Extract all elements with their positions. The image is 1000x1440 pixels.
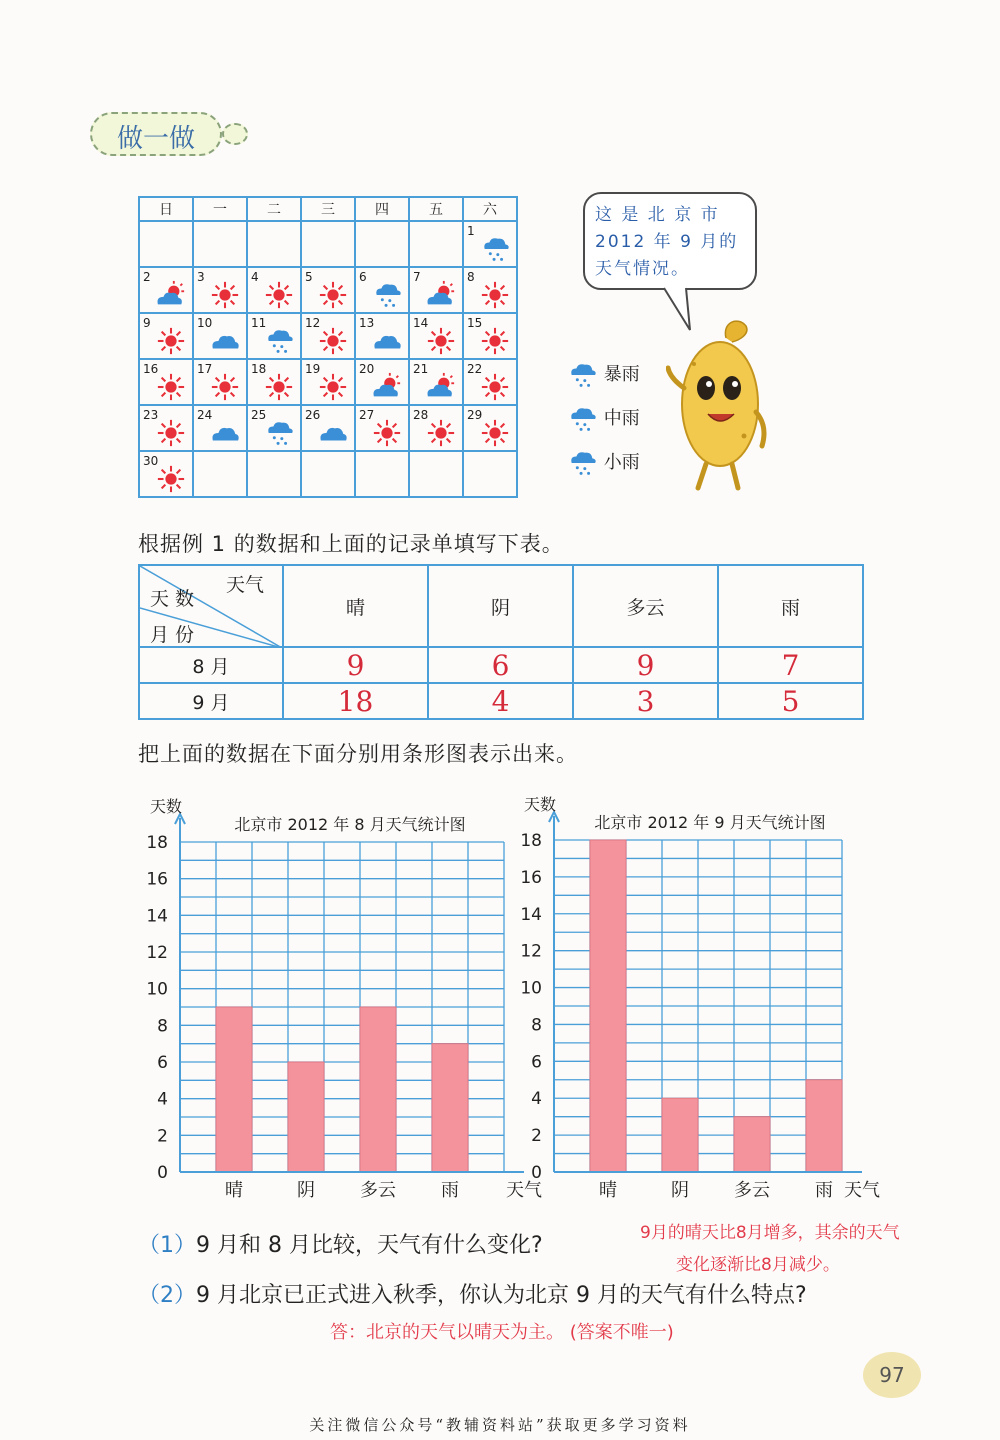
- x-tick-label: 阴: [671, 1180, 689, 1201]
- y-tick-label: 4: [531, 1089, 542, 1110]
- weather-calendar: [138, 196, 518, 498]
- day-number: 26: [305, 408, 321, 422]
- section-badge: [90, 112, 222, 156]
- col-header: 多云: [573, 565, 718, 647]
- weekday-label: 日: [139, 197, 193, 221]
- calendar-day: [139, 359, 193, 405]
- y-tick-label: 18: [520, 831, 542, 851]
- calendar-day: [139, 267, 193, 313]
- x-axis-label: 天气: [506, 1180, 542, 1201]
- bubble-line-3: 天气情况。: [595, 259, 690, 279]
- y-tick-label: 14: [520, 904, 542, 925]
- calendar-day: [463, 359, 517, 405]
- day-number: 22: [467, 362, 483, 376]
- sun-weather-icon: [478, 372, 512, 402]
- calendar-day: [247, 451, 301, 497]
- col-header: 晴: [283, 565, 428, 647]
- calendar-day: [409, 267, 463, 313]
- calendar-week-row: [139, 405, 517, 451]
- cloud-weather-icon: [208, 326, 242, 356]
- calendar-week-row: [139, 451, 517, 497]
- calendar-day: [355, 405, 409, 451]
- x-axis-label: 天气: [844, 1180, 880, 1201]
- weekday-label: 五: [409, 197, 463, 221]
- corner-days: 天 数: [150, 588, 195, 610]
- day-number: 20: [359, 362, 375, 376]
- calendar-day: [193, 451, 247, 497]
- y-tick-label: 8: [157, 1016, 168, 1037]
- sun-weather-icon: [424, 418, 458, 448]
- y-tick-label: 6: [157, 1053, 168, 1073]
- y-tick-label: 8: [531, 1015, 542, 1036]
- question-1-number: （1）: [138, 1233, 196, 1258]
- day-number: 17: [197, 362, 213, 376]
- calendar-day: [355, 267, 409, 313]
- calendar-day: [409, 313, 463, 359]
- sun-weather-icon: [370, 418, 404, 448]
- day-number: 11: [251, 316, 267, 330]
- legend-label: 中雨: [603, 408, 640, 429]
- heavy-rain-icon: [566, 360, 598, 390]
- calendar-week-row: [139, 313, 517, 359]
- day-number: 5: [305, 270, 313, 284]
- day-number: 16: [143, 362, 159, 376]
- day-number: 15: [467, 316, 483, 330]
- weekday-label: 一: [193, 197, 247, 221]
- instruction-1: 根据例 1 的数据和上面的记录单填写下表。: [138, 532, 564, 556]
- day-number: 29: [467, 408, 483, 422]
- weekday-label: 三: [301, 197, 355, 221]
- instruction-2: 把上面的数据在下面分别用条形图表示出来。: [138, 742, 578, 766]
- rain-weather-icon: [262, 326, 296, 356]
- question-1: [138, 1228, 543, 1259]
- cloud-weather-icon: [316, 418, 350, 448]
- sun-weather-icon: [316, 326, 350, 356]
- y-tick-label: 10: [520, 978, 542, 999]
- answer-2: 答：北京的天气以晴天为主。 (答案不唯一): [330, 1322, 674, 1343]
- legend-item: [566, 360, 640, 390]
- partly-weather-icon: [154, 280, 188, 310]
- answer-1-line-1: 9月的晴天比8月增多，其余的天气: [640, 1223, 900, 1243]
- calendar-day: [463, 405, 517, 451]
- chart-title: 北京市 2012 年 9 月天气统计图: [594, 813, 826, 832]
- y-axis-label: 天数: [150, 797, 183, 816]
- rain-weather-icon: [370, 280, 404, 310]
- day-number: 7: [413, 270, 421, 284]
- y-axis-label: 天数: [524, 795, 557, 814]
- calendar-day: [139, 451, 193, 497]
- sun-weather-icon: [424, 326, 458, 356]
- august-bar-chart: [128, 788, 548, 1208]
- calendar-day: [301, 221, 355, 267]
- y-tick-label: 2: [531, 1126, 542, 1147]
- partly-weather-icon: [424, 372, 458, 402]
- x-tick-label: 雨: [441, 1180, 459, 1201]
- day-number: 9: [143, 316, 151, 330]
- x-tick-label: 阴: [297, 1180, 315, 1201]
- row-label: 9 月: [139, 683, 283, 719]
- y-tick-label: 4: [157, 1089, 168, 1110]
- calendar-day: [463, 313, 517, 359]
- y-tick-label: 10: [146, 979, 168, 1000]
- speech-bubble: [583, 192, 757, 290]
- calendar-day: [301, 359, 355, 405]
- y-tick-label: 16: [146, 869, 168, 890]
- legend-label: 暴雨: [603, 364, 640, 385]
- calendar-day: [463, 451, 517, 497]
- sun-weather-icon: [154, 372, 188, 402]
- day-number: 10: [197, 316, 213, 330]
- page-number: 97: [863, 1352, 921, 1398]
- bar: [432, 1044, 468, 1172]
- bar: [662, 1098, 698, 1172]
- weekday-label: 二: [247, 197, 301, 221]
- day-number: 19: [305, 362, 321, 376]
- day-number: 18: [251, 362, 267, 376]
- sun-weather-icon: [208, 372, 242, 402]
- calendar-day: [355, 359, 409, 405]
- bar: [360, 1007, 396, 1172]
- calendar-day: [301, 267, 355, 313]
- value-cell: 5: [718, 683, 863, 719]
- calendar-day: [247, 267, 301, 313]
- weather-days-table: [138, 564, 864, 720]
- calendar-day: [355, 451, 409, 497]
- calendar-day: [139, 221, 193, 267]
- light-rain-icon: [566, 448, 598, 478]
- calendar-day: [409, 405, 463, 451]
- partly-weather-icon: [424, 280, 458, 310]
- day-number: 6: [359, 270, 367, 284]
- corner-month: 月 份: [150, 624, 195, 646]
- sun-weather-icon: [478, 326, 512, 356]
- calendar-day: [193, 267, 247, 313]
- bubble-line-1: 这 是 北 京 市: [595, 205, 720, 225]
- calendar-day: [193, 405, 247, 451]
- value-cell: 4: [428, 683, 573, 719]
- september-bar-chart: [520, 788, 940, 1208]
- y-tick-label: 12: [520, 941, 542, 962]
- legend-item: [566, 448, 640, 478]
- answer-1-line-2: 变化逐渐比8月减少。: [676, 1255, 840, 1275]
- y-tick-label: 6: [531, 1052, 542, 1073]
- potato-mascot-icon: [666, 316, 776, 496]
- bar: [590, 840, 626, 1172]
- calendar-day: [301, 313, 355, 359]
- day-number: 3: [197, 270, 205, 284]
- sun-weather-icon: [262, 372, 296, 402]
- cloud-weather-icon: [370, 326, 404, 356]
- calendar-day: [463, 267, 517, 313]
- y-tick-label: 0: [531, 1163, 542, 1183]
- day-number: 30: [143, 454, 159, 468]
- col-header: 雨: [718, 565, 863, 647]
- sun-weather-icon: [154, 464, 188, 494]
- calendar-day: [139, 313, 193, 359]
- calendar-day: [409, 359, 463, 405]
- question-2-text: 9 月北京已正式进入秋季，你认为北京 9 月的天气有什么特点?: [196, 1283, 807, 1308]
- day-number: 8: [467, 270, 475, 284]
- day-number: 28: [413, 408, 429, 422]
- calendar-day: [139, 405, 193, 451]
- calendar-day: [247, 359, 301, 405]
- day-number: 14: [413, 316, 429, 330]
- row-label: 8 月: [139, 647, 283, 683]
- sun-weather-icon: [478, 280, 512, 310]
- y-tick-label: 18: [146, 833, 168, 853]
- y-tick-label: 16: [520, 867, 542, 888]
- day-number: 27: [359, 408, 375, 422]
- day-number: 12: [305, 316, 321, 330]
- day-number: 25: [251, 408, 267, 422]
- x-tick-label: 雨: [815, 1180, 833, 1201]
- calendar-day: [247, 313, 301, 359]
- calendar-day: [301, 405, 355, 451]
- y-tick-label: 14: [146, 906, 168, 927]
- bar: [806, 1080, 842, 1172]
- bar: [734, 1117, 770, 1172]
- calendar-day: [409, 221, 463, 267]
- day-number: 4: [251, 270, 259, 284]
- calendar-week-row: [139, 359, 517, 405]
- footer-note: 关注微信公众号“教辅资料站”获取更多学习资料: [309, 1416, 691, 1434]
- calendar-day: [355, 221, 409, 267]
- day-number: 13: [359, 316, 375, 330]
- rain-weather-icon: [478, 234, 512, 264]
- value-cell: 18: [283, 683, 428, 719]
- section-badge-label: 做一做: [116, 124, 195, 154]
- value-cell: 7: [718, 647, 863, 683]
- question-2-number: （2）: [138, 1283, 196, 1308]
- calendar-day: [355, 313, 409, 359]
- calendar-day: [247, 405, 301, 451]
- sun-weather-icon: [478, 418, 512, 448]
- corner-weather: 天气: [225, 574, 264, 596]
- x-tick-label: 晴: [225, 1180, 243, 1201]
- x-tick-label: 多云: [360, 1180, 396, 1201]
- calendar-day: [301, 451, 355, 497]
- legend-item: [566, 404, 640, 434]
- bar: [216, 1007, 252, 1172]
- x-tick-label: 晴: [599, 1180, 617, 1201]
- weekday-label: 六: [463, 197, 517, 221]
- value-cell: 3: [573, 683, 718, 719]
- sun-weather-icon: [208, 280, 242, 310]
- y-tick-label: 2: [157, 1126, 168, 1147]
- col-header: 阴: [428, 565, 573, 647]
- partly-weather-icon: [370, 372, 404, 402]
- question-2: [138, 1278, 807, 1309]
- chart-title: 北京市 2012 年 8 月天气统计图: [234, 815, 466, 834]
- sun-weather-icon: [316, 372, 350, 402]
- value-cell: 6: [428, 647, 573, 683]
- value-cell: 9: [573, 647, 718, 683]
- sun-weather-icon: [154, 326, 188, 356]
- day-number: 24: [197, 408, 213, 422]
- y-tick-label: 0: [157, 1163, 168, 1183]
- calendar-day: [193, 221, 247, 267]
- rain-weather-icon: [262, 418, 296, 448]
- y-tick-label: 12: [146, 943, 168, 963]
- table-corner-cell: [139, 565, 283, 647]
- day-number: 21: [413, 362, 429, 376]
- sun-weather-icon: [262, 280, 296, 310]
- calendar-day: [193, 313, 247, 359]
- bubble-line-2: 2012 年 9 月的: [595, 232, 739, 252]
- day-number: 23: [143, 408, 159, 422]
- day-number: 2: [143, 270, 151, 284]
- weekday-label: 四: [355, 197, 409, 221]
- calendar-week-row: [139, 221, 517, 267]
- weekday-header-row: [139, 197, 517, 221]
- calendar-day: [247, 221, 301, 267]
- calendar-week-row: [139, 267, 517, 313]
- calendar-day: [463, 221, 517, 267]
- sun-weather-icon: [154, 418, 188, 448]
- question-1-text: 9 月和 8 月比较，天气有什么变化?: [196, 1233, 543, 1258]
- badge-tail: [222, 123, 248, 145]
- value-cell: 9: [283, 647, 428, 683]
- moderate-rain-icon: [566, 404, 598, 434]
- x-tick-label: 多云: [734, 1180, 770, 1201]
- table-row: [139, 683, 863, 719]
- table-row: [139, 647, 863, 683]
- sun-weather-icon: [316, 280, 350, 310]
- bar: [288, 1062, 324, 1172]
- cloud-weather-icon: [208, 418, 242, 448]
- legend-label: 小雨: [603, 452, 640, 473]
- day-number: 1: [467, 224, 475, 238]
- calendar-day: [193, 359, 247, 405]
- calendar-day: [409, 451, 463, 497]
